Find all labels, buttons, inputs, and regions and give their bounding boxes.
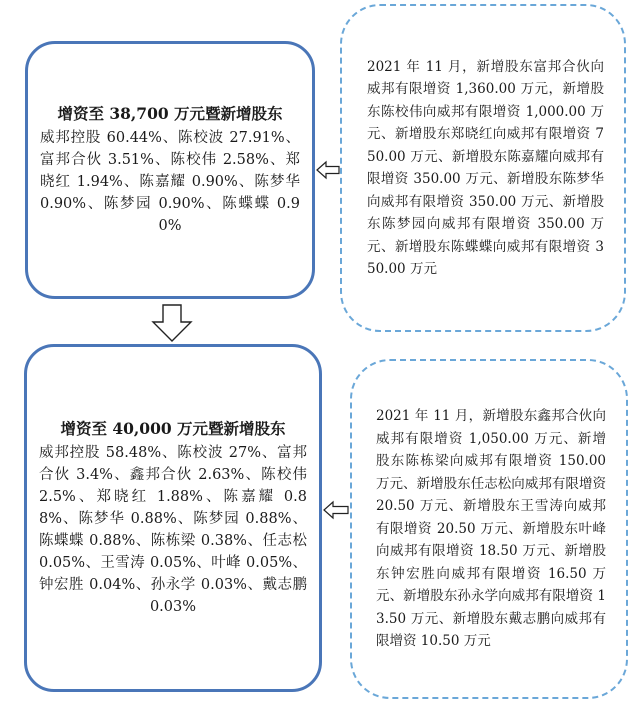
note-text: 2021 年 11 月，新增股东鑫邦合伙向威邦有限增资 1,050.00 万元、新增股东陈栋梁向威邦有限增资 150.00 万元、新增股东任志松向威邦有限增资 20.50 万元、新增股东王雪涛向威邦有限增资 20.50 万元、新增股东叶峰向威邦有限增资 18.50 万元、新增股东钟宏胜向威邦有限增资 16.50 万元、新增股东孙永学向威邦有限增资 13.50 万元、新增股东戴志鹏向威邦有限增资 10.50 万元 (376, 408, 606, 650)
left-arrow-icon (323, 500, 349, 520)
shareholding-text: 威邦控股 58.48%、陈校波 27%、富邦合伙 3.4%、鑫邦合伙 2.63%、陈校伟 2.5%、郑晓红 1.88%、陈嘉耀 0.88%、陈梦华 0.88%、陈梦园 0.88%、陈蝶蝶 0.88%、陈栋梁 0.38%、任志松 0.05%、王雪涛 0.05%、叶峰 0.05%、钟宏胜 0.04%、孙永学 0.03%、戴志鹏 0.03% (39, 445, 307, 615)
down-arrow-icon (152, 304, 192, 342)
left-arrow-icon (316, 160, 340, 180)
capital-increase-note-2 (350, 359, 628, 699)
stage-title: 增资至 40,000 万元暨新增股东 (60, 419, 286, 438)
note-text: 2021 年 11 月，新增股东富邦合伙向威邦有限增资 1,360.00 万元，新增股东陈校伟向威邦有限增资 1,000.00 万元、新增股东郑晓红向威邦有限增资 750.00 万元、新增股东陈嘉耀向威邦有限增资 350.00 万元、新增股东陈梦华向威邦有限增资 350.00 万元、新增股东陈梦园向威邦有限增资 350.00 万元、新增股东陈蝶蝶向威邦有限增资 350.00 万元 (367, 58, 604, 277)
stage-title: 增资至 38,700 万元暨新增股东 (57, 104, 283, 123)
shareholding-text: 威邦控股 60.44%、陈校波 27.91%、富邦合伙 3.51%、陈校伟 2.58%、郑晓红 1.94%、陈嘉耀 0.90%、陈梦华 0.90%、陈梦园 0.90%、陈蝶蝶 0.90% (40, 130, 300, 234)
capital-increase-note-1 (340, 4, 626, 332)
stage-box-38700 (25, 41, 315, 299)
stage-box-40000 (24, 344, 322, 692)
